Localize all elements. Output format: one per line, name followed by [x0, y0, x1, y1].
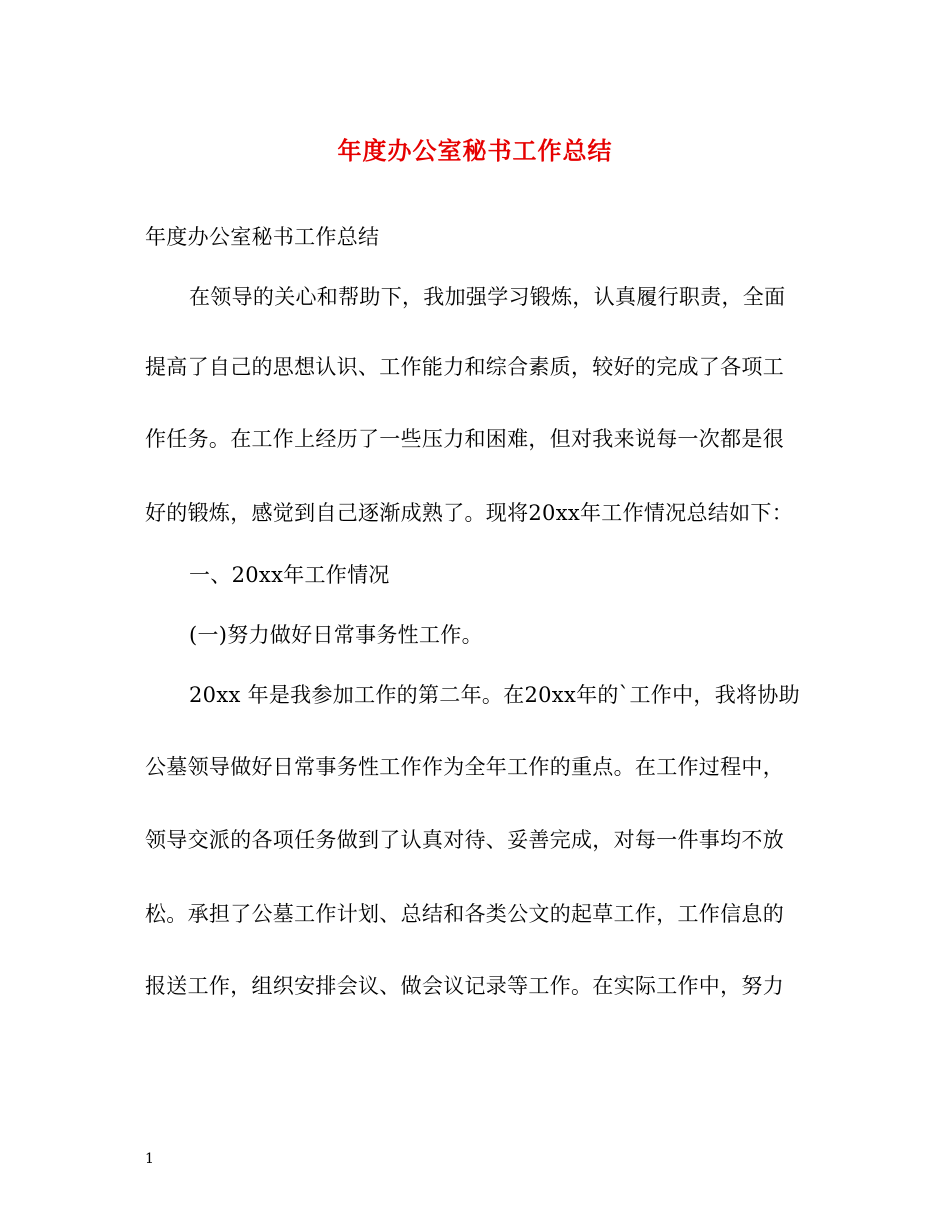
subsection-heading: (一)努力做好日常事务性工作。	[189, 623, 483, 647]
paragraph-line: 报送工作，组织安排会议、做会议记录等工作。在实际工作中，努力	[145, 974, 784, 998]
paragraph-line: 好的锻炼，感觉到自己逐渐成熟了。现将20xx年工作情况总结如下：	[145, 501, 794, 525]
paragraph-line: 在领导的关心和帮助下，我加强学习锻炼，认真履行职责，全面	[189, 285, 786, 309]
paragraph-line: 松。承担了公墓工作计划、总结和各类公文的起草工作，工作信息的	[145, 902, 784, 926]
paragraph-line: 作任务。在工作上经历了一些压力和困难，但对我来说每一次都是很	[145, 427, 784, 451]
paragraph-line: 提高了自己的思想认识、工作能力和综合素质，较好的完成了各项工	[145, 355, 784, 379]
paragraph-line: 领导交派的各项任务做到了认真对待、妥善完成，对每一件事均不放	[145, 828, 784, 852]
document-subtitle: 年度办公室秘书工作总结	[145, 225, 380, 249]
paragraph-line: 20xx 年是我参加工作的第二年。在20xx年的`工作中，我将协助	[189, 683, 800, 707]
document-title: 年度办公室秘书工作总结	[337, 136, 613, 165]
section-heading: 一、20xx年工作情况	[189, 563, 390, 587]
page-number: 1	[145, 1151, 154, 1167]
paragraph-line: 公墓领导做好日常事务性工作作为全年工作的重点。在工作过程中，	[145, 755, 784, 779]
